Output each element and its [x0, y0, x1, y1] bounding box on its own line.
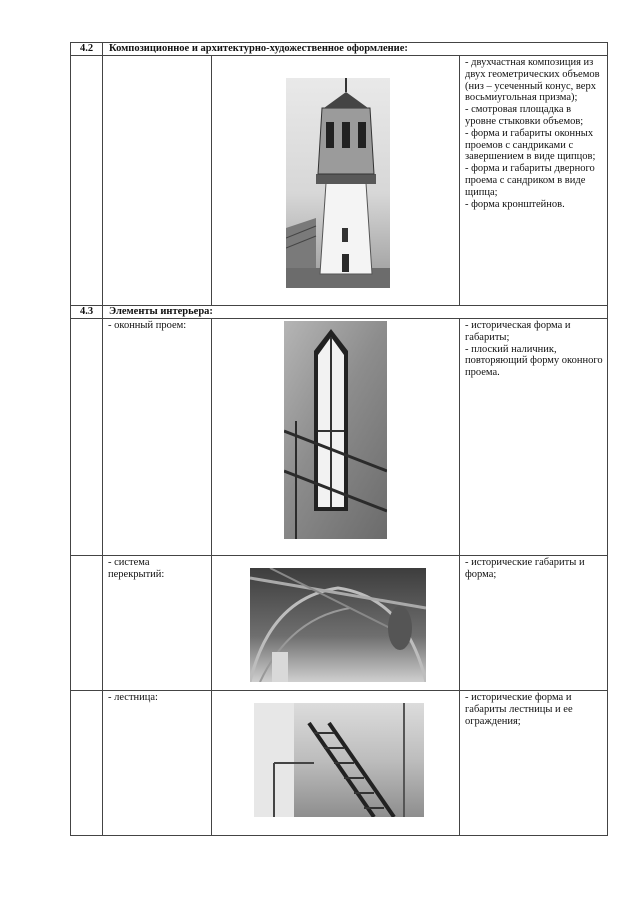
- tower-photo: [286, 78, 390, 288]
- window-photo: [284, 321, 387, 539]
- section-number: 4.2: [71, 43, 103, 56]
- interior-row-stairs: [71, 691, 608, 836]
- description-item: - исторические форма и габариты лестницы и ее ограждения;: [465, 692, 573, 727]
- description-item: - форма и габариты дверного проема с сандриком в виде щипца;: [465, 163, 595, 198]
- description-item: - форма кронштейнов.: [465, 198, 565, 210]
- section-4-2-description: [460, 56, 608, 306]
- description-item: - смотровая площадка в уровне стыковки объемов;: [465, 104, 584, 127]
- section-4-2-header-row: [71, 43, 608, 56]
- section-number: 4.3: [71, 306, 103, 319]
- interior-element-label: - система перекрытий:: [103, 556, 212, 691]
- description-item: - исторические габариты и форма;: [465, 557, 585, 580]
- interior-element-label: - оконный проем:: [103, 319, 212, 556]
- description-item: - форма и габариты оконных проемов с сандриками с завершением в виде щипцов;: [465, 127, 596, 163]
- interior-row-description: [460, 319, 608, 556]
- interior-row-description: [460, 556, 608, 691]
- stairs-photo-cell: [212, 691, 460, 836]
- section-title: Композиционное и архитектурно-художественное оформление:: [103, 43, 608, 56]
- ceiling-photo-cell: [212, 556, 460, 691]
- section-4-2-content-row: [71, 56, 608, 306]
- ceiling-photo: [250, 568, 426, 682]
- section-title: Элементы интерьера:: [103, 306, 608, 319]
- protection-subject-table: [70, 42, 608, 836]
- description-item: - плоский наличник, повторяющий форму оконного проема.: [465, 343, 603, 379]
- interior-row-window: [71, 319, 608, 556]
- tower-photo-cell: [212, 56, 460, 306]
- interior-row-ceiling: [71, 556, 608, 691]
- interior-row-description: [460, 691, 608, 836]
- window-photo-cell: [212, 319, 460, 556]
- section-4-3-header-row: [71, 306, 608, 319]
- interior-element-label: - лестница:: [103, 691, 212, 836]
- description-item: - историческая форма и габариты;: [465, 320, 571, 343]
- stairs-photo: [254, 703, 424, 817]
- description-item: - двухчастная композиция из двух геометрических объемов (низ – усеченный конус, верх восьмиугольная призма);: [465, 57, 600, 104]
